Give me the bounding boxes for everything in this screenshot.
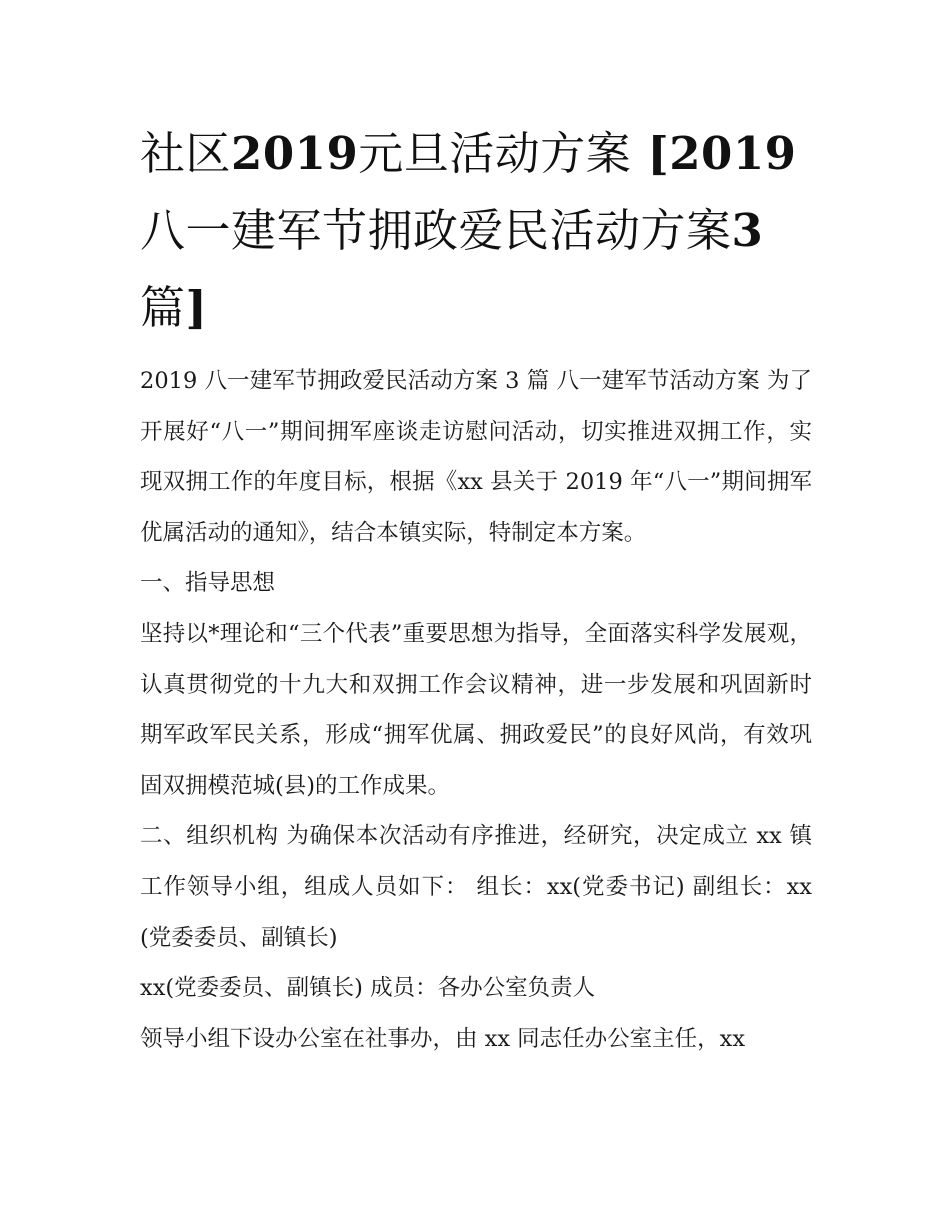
body-paragraph: xx(党委委员、副镇长) 成员：各办公室负责人 <box>140 975 596 1002</box>
body-paragraph: 一、指导思想 <box>140 570 276 597</box>
body-paragraph: 二、组织机构 为确保本次活动有序推进，经研究，决定成立 xx 镇工作领导小组，组成人员如下： 组长：xx(党委书记) 副组长：xx(党委委员、副镇长) <box>140 823 812 951</box>
document-body <box>140 356 812 1064</box>
title-segment: ] <box>185 281 208 334</box>
body-paragraph: 坚持以*理论和“三个代表”重要思想为指导，全面落实科学发展观，认真贯彻党的十九大和双拥工作会议精神，进一步发展和巩固新时期军政军民关系，形成“拥军优属、拥政爱民”的良好风尚，有效巩固双拥模范城(县)的工作成果。 <box>140 620 812 799</box>
body-paragraph: 领导小组下设办公室在社事办，由 xx 同志任办公室主任，xx <box>140 1025 746 1052</box>
title-segment: [2019 <box>631 127 797 180</box>
document-content <box>140 115 812 1064</box>
title-segment: 社区 <box>140 127 232 180</box>
title-segment: 篇 <box>140 281 186 334</box>
title-segment: 八一建军节拥政爱民活动方案 <box>140 204 732 257</box>
title-segment: 3 <box>731 204 764 257</box>
title-segment: 元旦活动方案 <box>358 127 632 180</box>
title-segment: 2019 <box>231 127 359 180</box>
body-paragraph: 2019 八一建军节拥政爱民活动方案 3 篇 八一建军节活动方案 为了开展好“八一”期间拥军座谈走访慰问活动，切实推进双拥工作，实现双拥工作的年度目标，根据《xx 县关于 2019 年“八一”期间拥军优属活动的通知》，结合本镇实际，特制定本方案。 <box>140 368 812 546</box>
document-title <box>140 115 812 346</box>
